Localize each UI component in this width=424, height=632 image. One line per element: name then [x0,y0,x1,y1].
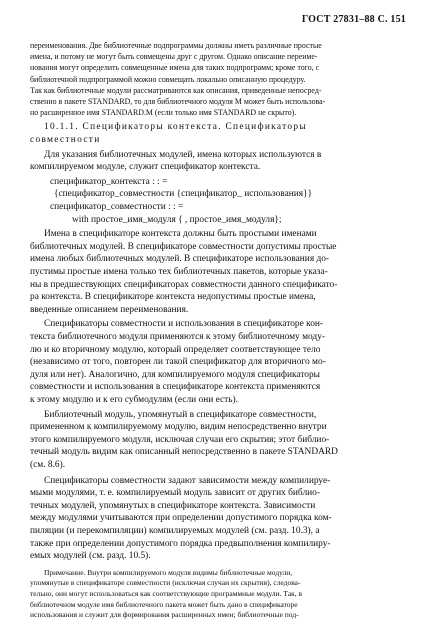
page-header: ГОСТ 27831–88 С. 151 [301,14,406,25]
library-paragraph [30,409,404,472]
note-paragraph [30,568,404,621]
text-line: к этому модулю и к его субмодулям (если они есть). [30,394,238,405]
text-line: этого компилируемого модуля, исключая случаи его скрытия; этот библио- [30,434,330,445]
syntax-line: {спецификатор_совместности {спецификатор_ использования}} [54,189,313,200]
text-line: лю и ко вторичному модулю, который определяет соответствующее тело [30,344,321,355]
text-line: течных модулей, упомянутых в спецификаторе контекста. Зависимости [30,500,316,511]
text-line: библиотечной подпрограммой можно совмещать локально описанную процедуру. [30,74,306,84]
text-line: Библиотечный модуль, упомянутый в спецификаторе совместности, [44,409,317,420]
text-line: (независимо от того, повторен ли такой спецификатор для вторичного мо- [30,357,326,368]
section-heading [30,121,404,146]
text-line: имена любых библиотечных модулей. В спецификаторе использования до- [30,254,330,265]
text-line: ра контекста. В спецификаторе контекста недопустимы простые имена, [30,292,316,303]
intro-paragraph [30,149,404,174]
text-line: использования и служит для формирования расширенных имен; библиотечные под- [30,610,299,620]
syntax-line: with простое_имя_модуля { , простое_имя_модуля}; [72,214,282,225]
text-line: введенные описанием переименования. [30,304,189,315]
text-line: дуля или нет). Аналогично, для компилируемого модуля спецификаторы [30,369,320,380]
text-line: совместности и использования в спецификаторе контекста применяются [30,382,321,393]
text-line: имена, и потому не могут быть совмещены друг с другом. Однако описание переиме- [30,52,318,62]
heading-line: совместности [30,134,101,145]
top-paragraph [30,40,404,118]
text-line: (см. 8.6). [30,459,66,470]
text-line: библиотечном модуле имя библиотечного пакета может быть дано в спецификаторе [30,599,298,609]
dependencies-paragraph [30,475,404,563]
text-line: Имена в спецификаторе контекста должны быть простыми именами [44,229,317,240]
text-line: ны в предшествующих спецификаторах совместности данного спецификато- [30,279,338,290]
syntax-line: спецификатор_контекста : : = [50,176,168,187]
text-line: ственно в пакете STANDARD, то для библиотечного модуля M может быть использова- [30,97,326,107]
text-line: примененном к компилируемому модулю, видим непосредственно внутри [30,422,327,433]
text-line: Так как библиотечные модули рассматриваются как описания, приведенные непосред- [30,85,322,95]
names-paragraph [30,228,404,316]
text-line: текста библиотечного модуля применяются к этому библиотечному моду- [30,331,326,342]
syntax-line: спецификатор_совместности : : = [50,201,184,212]
text-line: течный модуль видим как описанный непосредственно в пакете STANDARD [30,447,338,458]
text-line: пиляции (и перекомпиляции) компилируемых модулей (см. разд. 10.3), а [30,525,320,536]
text-line: между модулями учитываются при определении допустимого порядка ком- [30,513,332,524]
text-line: также при определении допустимого порядка предвыполнения компилиру- [30,538,331,549]
text-line: Примечание. Внутри компилируемого модуля видимы библиотечные модули, [44,567,293,577]
text-line: библиотечных модулей. В спецификаторе совместности допустимы простые [30,241,337,252]
heading-line: 10.1.1. Спецификаторы контекста. Спецификаторы [44,122,307,133]
text-line: нования могут определить совмещенные имена для таких подпрограмм; кроме того, с [30,63,320,73]
text-line: тельно, они могут использоваться как соответствующие программные модули. Так, в [30,588,303,598]
text-line: пустимы простые имена только тех библиотечных пакетов, которые указа- [30,266,328,277]
apply-paragraph [30,318,404,406]
syntax-block [30,176,404,226]
text-line: переименования. Две библиотечные подпрограммы должны иметь различные простые [30,41,322,50]
text-line: Спецификаторы совместности задают зависимости между компилируе- [44,475,331,486]
text-line: но расширенное имя STANDARD.M (если только имя STANDARD не скрыто). [30,108,297,118]
text-line: Для указания библиотечных модулей, имена которых используются в [44,149,322,160]
text-line: емых модулей (см. разд. 10.5). [30,551,151,562]
text-line: компилируемом модуле, служит спецификатор контекста. [30,162,261,173]
text-line: мыми модулями, т. е. компилируемый модуль зависит от других библио- [30,488,320,499]
text-line: упомянутые в спецификаторе совместности (исключая случаи их скрытия), следова- [30,578,301,588]
text-line: Спецификаторы совместности и использования в спецификаторе кон- [44,319,324,330]
